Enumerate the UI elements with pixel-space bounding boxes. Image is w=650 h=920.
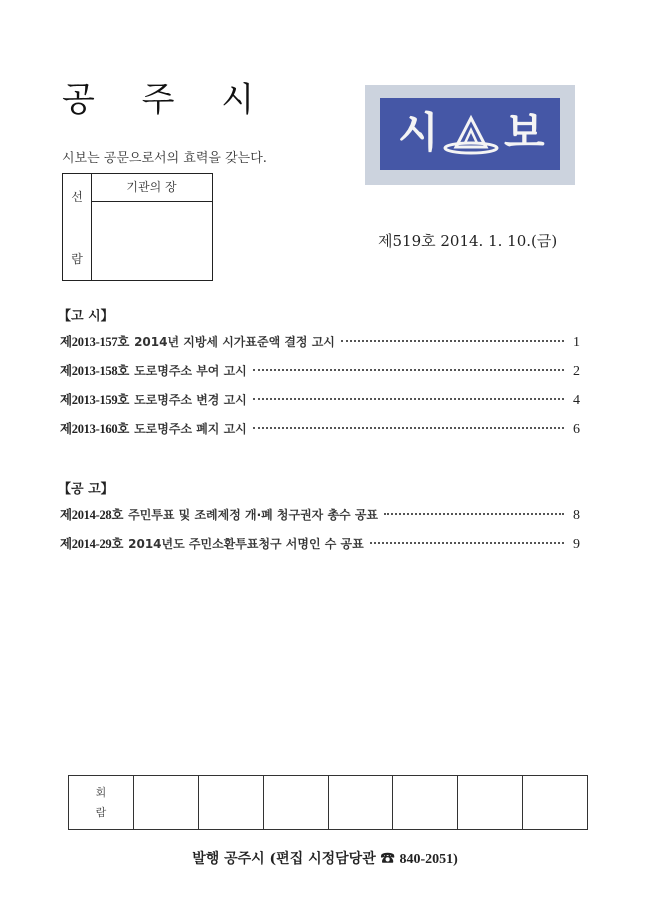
toc-item-title: 주민투표 및 조례제정 개·폐 청구권자 총수 공표 bbox=[128, 508, 378, 522]
toc-item[interactable] bbox=[60, 390, 580, 408]
toc-item-title: 도로명주소 폐지 고시 bbox=[134, 422, 247, 436]
toc-item-page: 9 bbox=[573, 537, 580, 552]
telephone-icon: ☎ bbox=[380, 851, 395, 867]
dot-leader bbox=[253, 369, 564, 371]
approval-box bbox=[62, 173, 213, 281]
toc-item-title: 2014년 지방세 시가표준액 결정 고시 bbox=[134, 335, 335, 349]
publisher-text: 발행 공주시 (편집 시정담당관 bbox=[192, 851, 376, 867]
toc-item[interactable] bbox=[60, 505, 580, 523]
circulation-signature-cell bbox=[198, 776, 263, 829]
toc-item-title: 2014년도 주민소환투표청구 서명인 수 공표 bbox=[128, 537, 364, 551]
toc-item-page: 8 bbox=[573, 508, 580, 523]
toc-item-page: 2 bbox=[573, 364, 580, 379]
approval-side-top: 선 bbox=[71, 190, 83, 204]
toc-item-title: 도로명주소 변경 고시 bbox=[134, 393, 247, 407]
circulation-signature-cell bbox=[263, 776, 328, 829]
approval-side-bottom: 람 bbox=[71, 252, 83, 266]
approval-side-label bbox=[63, 174, 92, 280]
logo-char-bo: 보 bbox=[504, 108, 545, 157]
phone-number: 840-2051) bbox=[399, 852, 458, 867]
dot-leader bbox=[384, 513, 564, 515]
dot-leader bbox=[253, 427, 564, 429]
toc-item[interactable] bbox=[60, 419, 580, 437]
circulation-table bbox=[68, 775, 588, 830]
dot-leader bbox=[370, 542, 564, 544]
toc-item-page: 1 bbox=[573, 335, 580, 350]
circulation-label-bottom: 람 bbox=[95, 805, 107, 819]
circulation-signature-cell bbox=[328, 776, 393, 829]
dot-leader bbox=[341, 340, 564, 342]
circulation-label-top: 회 bbox=[95, 785, 107, 799]
mountain-emblem-icon bbox=[442, 114, 500, 156]
toc-item-number: 제2014-28호 bbox=[60, 508, 124, 522]
section-heading-gonggo: 【공 고】 bbox=[58, 482, 114, 497]
toc-item-page: 6 bbox=[573, 422, 580, 437]
sibo-logo bbox=[365, 85, 575, 185]
toc-item-number: 제2014-29호 bbox=[60, 537, 124, 551]
logo-char-si: 시 bbox=[398, 108, 439, 157]
circulation-signature-cell bbox=[522, 776, 587, 829]
publisher-footer bbox=[0, 848, 650, 868]
toc-item-number: 제2013-157호 bbox=[60, 335, 130, 349]
section-heading-gosi: 【고 시】 bbox=[58, 309, 114, 324]
toc-item-page: 4 bbox=[573, 393, 580, 408]
toc-item-number: 제2013-159호 bbox=[60, 393, 130, 407]
toc-item[interactable] bbox=[60, 361, 580, 379]
approval-header: 기관의 장 bbox=[91, 174, 212, 202]
logo-panel bbox=[380, 98, 560, 170]
city-title: 공 주 시 bbox=[62, 80, 273, 120]
issue-number-date: 제519호 2014. 1. 10.(금) bbox=[378, 232, 558, 250]
toc-item[interactable] bbox=[60, 534, 580, 552]
circulation-signature-cell bbox=[133, 776, 198, 829]
dot-leader bbox=[253, 398, 564, 400]
circulation-signature-cell bbox=[457, 776, 522, 829]
toc-item-title: 도로명주소 부여 고시 bbox=[134, 364, 247, 378]
toc-item[interactable] bbox=[60, 332, 580, 350]
circulation-signature-cell bbox=[392, 776, 457, 829]
legal-notice: 시보는 공문으로서의 효력을 갖는다. bbox=[62, 151, 267, 166]
toc-item-number: 제2013-160호 bbox=[60, 422, 130, 436]
circulation-label bbox=[69, 776, 133, 829]
toc-item-number: 제2013-158호 bbox=[60, 364, 130, 378]
